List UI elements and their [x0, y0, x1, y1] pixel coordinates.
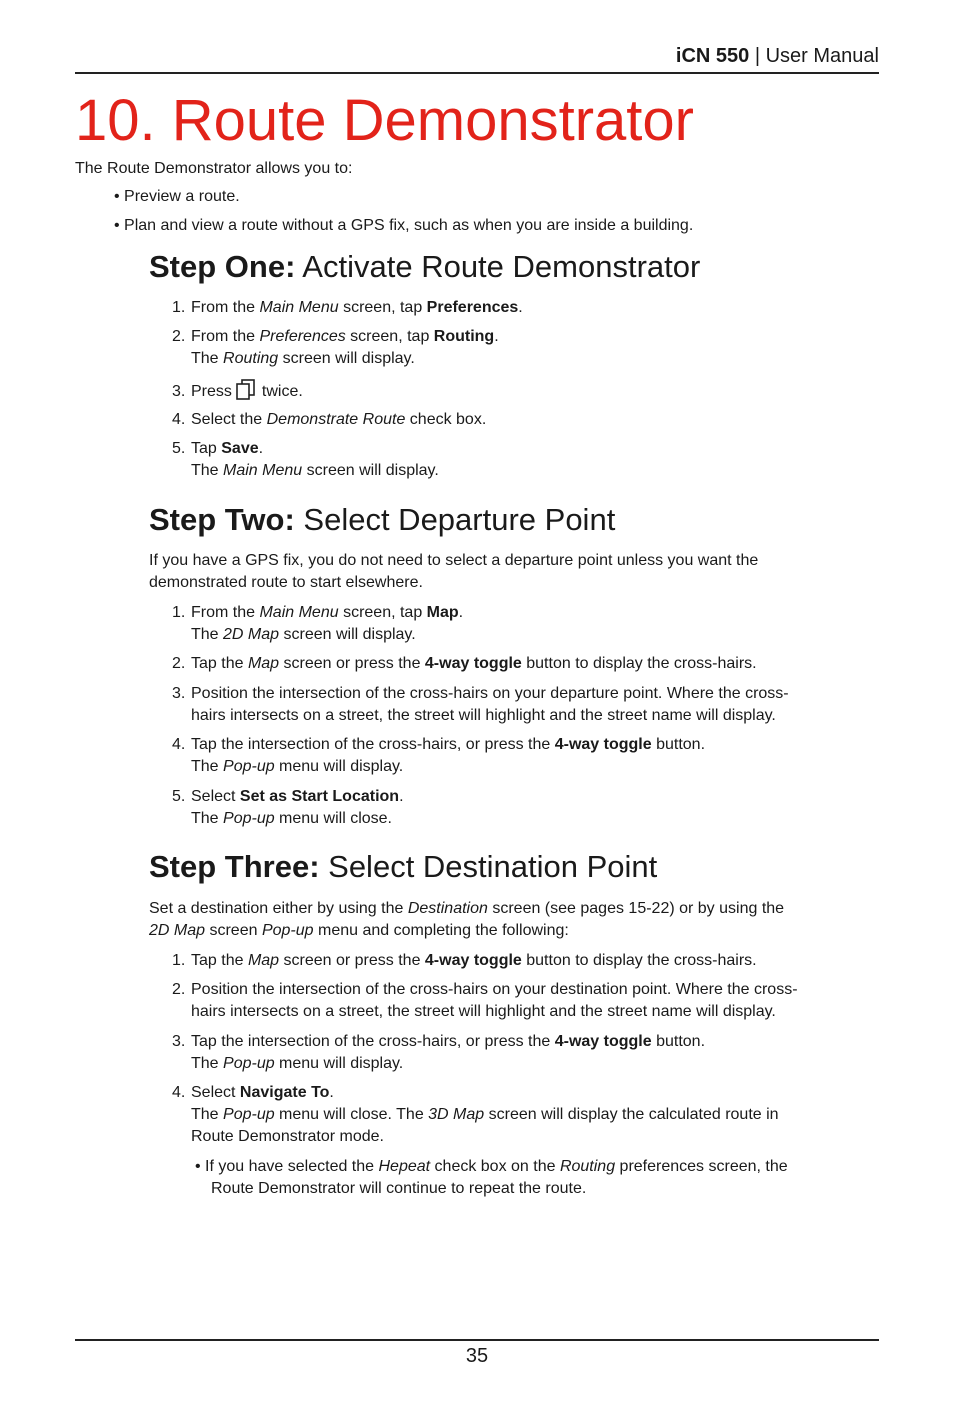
step-three-intro — [149, 898, 784, 942]
item-italic: Map — [247, 952, 280, 969]
item-number: 4. — [172, 1084, 186, 1101]
item-text: check box. — [405, 411, 487, 428]
intro-text: Set a destination either by using the — [149, 900, 408, 917]
item-italic: Pop-up — [223, 1106, 275, 1123]
intro-line: demonstrated route to start elsewhere. — [149, 574, 423, 591]
intro-text: screen (see pages 15-22) or by using the — [487, 900, 785, 917]
step-one-item-2 — [172, 326, 499, 370]
item-text: Select — [191, 1084, 240, 1101]
item-text: Position the intersection of the cross-hairs on your departure point. Where the cross- — [191, 685, 789, 702]
item-italic: Map — [247, 655, 280, 672]
item-italic: Pop-up — [223, 758, 275, 775]
item-text: button. — [651, 736, 706, 753]
item-bold: 4-way toggle — [554, 1033, 652, 1050]
item-text: screen or press the — [279, 952, 425, 969]
item-number: 1. — [172, 299, 186, 316]
step-two-heading-rest: Select Departure Point — [294, 502, 616, 537]
step-three-item-2 — [172, 979, 798, 1023]
note-italic: Routing — [559, 1158, 616, 1175]
note-text: check box on the — [430, 1158, 560, 1175]
intro-text: The Route Demonstrator allows you to: — [75, 160, 353, 177]
item-number: 2. — [172, 981, 186, 998]
item-text: From the — [191, 328, 260, 345]
header-title: User Manual — [765, 45, 879, 67]
item-italic: Main Menu — [259, 604, 339, 621]
item-text: Route Demonstrator mode. — [191, 1128, 384, 1145]
footer-rule — [75, 1339, 879, 1341]
running-header — [75, 44, 879, 68]
item-italic: Main Menu — [223, 462, 303, 479]
step-two-item-3 — [172, 683, 789, 727]
item-text: . — [399, 788, 404, 805]
item-text: Select the — [191, 411, 267, 428]
item-number: 4. — [172, 736, 186, 753]
step-one-item-5 — [172, 438, 439, 482]
item-text: screen will display. — [279, 626, 416, 643]
item-text: button. — [651, 1033, 706, 1050]
step-two-item-1 — [172, 602, 463, 646]
step-two-item-5 — [172, 786, 404, 830]
step-two-heading — [149, 502, 615, 538]
item-text: screen, tap — [338, 299, 427, 316]
item-number: 2. — [172, 655, 186, 672]
item-number: 4. — [172, 411, 186, 428]
item-text: screen, tap — [338, 604, 427, 621]
item-number: 2. — [172, 328, 186, 345]
intro-bullet-1: • Preview a route. — [114, 188, 240, 205]
step-three-note — [195, 1156, 788, 1200]
item-text: hairs intersects on a street, the street will highlight and the street name will display. — [191, 707, 776, 724]
step-three-heading — [149, 849, 657, 885]
chapter-title: 10. Route Demonstrator — [75, 88, 694, 153]
intro-italic: 2D Map — [149, 922, 206, 939]
step-three-item-3 — [172, 1031, 705, 1075]
item-italic: Preferences — [259, 328, 346, 345]
item-text: Tap the — [191, 655, 248, 672]
item-text: twice. — [261, 383, 303, 400]
item-text: The — [191, 350, 224, 367]
item-number: 5. — [172, 440, 186, 457]
item-bold: Set as Start Location — [239, 788, 400, 805]
item-text: screen, tap — [345, 328, 434, 345]
item-text: Press — [191, 383, 232, 400]
item-text: menu will close. — [274, 810, 392, 827]
item-text: . — [258, 440, 264, 457]
item-bold: Routing — [433, 328, 495, 345]
item-text: screen will display. — [302, 462, 439, 479]
item-text: Tap the intersection of the cross-hairs, or press the — [191, 736, 555, 753]
item-number: 1. — [172, 952, 186, 969]
item-text: From the — [191, 604, 260, 621]
step-one-item-3 — [172, 379, 303, 408]
step-two-intro — [149, 550, 758, 594]
item-text: From the — [191, 299, 260, 316]
step-two-heading-bold: Step Two: — [149, 502, 295, 537]
item-text: The — [191, 1106, 224, 1123]
item-text: menu will display. — [274, 758, 404, 775]
item-bold: 4-way toggle — [554, 736, 652, 753]
item-text: Position the intersection of the cross-hairs on your destination point. Where the cross- — [191, 981, 798, 998]
step-two-item-4 — [172, 734, 705, 778]
item-text: . — [494, 328, 499, 345]
item-bold: 4-way toggle — [424, 655, 522, 672]
step-one-heading — [149, 249, 700, 285]
item-text: The — [191, 462, 224, 479]
item-italic: 2D Map — [223, 626, 280, 643]
item-text: The — [191, 626, 224, 643]
item-text: . — [329, 1084, 334, 1101]
item-number: 3. — [172, 685, 186, 702]
step-one-item-4 — [172, 409, 486, 431]
item-bold: Preferences — [426, 299, 519, 316]
step-three-item-1 — [172, 950, 757, 972]
item-number: 3. — [172, 1033, 186, 1050]
item-bold: Save — [221, 440, 259, 457]
note-text: • If you have selected the — [195, 1158, 379, 1175]
step-three-heading-bold: Step Three: — [149, 849, 320, 884]
item-italic: Pop-up — [223, 1055, 275, 1072]
intro-text: menu and completing the following: — [313, 922, 569, 939]
item-italic: Routing — [223, 350, 279, 367]
item-bold: 4-way toggle — [424, 952, 522, 969]
item-text: The — [191, 1055, 224, 1072]
copy-pages-icon — [235, 379, 259, 408]
step-one-item-1 — [172, 297, 523, 319]
intro-italic: Pop-up — [261, 922, 314, 939]
item-text: menu will close. The — [274, 1106, 429, 1123]
header-model: iCN 550 — [675, 45, 750, 67]
item-text: Tap the intersection of the cross-hairs, or press the — [191, 1033, 555, 1050]
item-bold: Map — [426, 604, 459, 621]
item-text: Tap the — [191, 952, 248, 969]
item-number: 5. — [172, 788, 186, 805]
item-text: The — [191, 810, 224, 827]
item-text: . — [518, 299, 523, 316]
note-italic: Hepeat — [378, 1158, 431, 1175]
item-text: screen or press the — [279, 655, 425, 672]
header-rule — [75, 72, 879, 74]
step-three-item-4 — [172, 1082, 779, 1148]
note-text: Route Demonstrator will continue to repeat the route. — [211, 1180, 587, 1197]
item-italic: Pop-up — [223, 810, 275, 827]
item-text: Select — [191, 788, 240, 805]
intro-italic: Destination — [407, 900, 488, 917]
step-one-heading-bold: Step One: — [149, 249, 296, 284]
item-text: screen will display. — [278, 350, 415, 367]
item-text: The — [191, 758, 224, 775]
item-italic: 3D Map — [428, 1106, 485, 1123]
note-text: preferences screen, the — [615, 1158, 788, 1175]
item-text: menu will display. — [274, 1055, 404, 1072]
item-number: 1. — [172, 604, 186, 621]
step-three-heading-rest: Select Destination Point — [319, 849, 658, 884]
item-text: button to display the cross-hairs. — [521, 952, 757, 969]
header-separator: | — [749, 45, 766, 67]
intro-bullet-2: • Plan and view a route without a GPS fix, such as when you are inside a building. — [114, 217, 694, 234]
item-bold: Navigate To — [239, 1084, 330, 1101]
item-italic: Main Menu — [259, 299, 339, 316]
intro-line: If you have a GPS fix, you do not need to select a departure point unless you want the — [149, 552, 759, 569]
page-number: 35 — [465, 1345, 489, 1367]
item-text: button to display the cross-hairs. — [521, 655, 757, 672]
item-number: 3. — [172, 383, 186, 400]
item-text: hairs intersects on a street, the street will highlight and the street name will display. — [191, 1003, 776, 1020]
step-one-heading-rest: Activate Route Demonstrator — [295, 249, 701, 284]
step-two-item-2 — [172, 653, 757, 675]
item-text: . — [458, 604, 464, 621]
item-text: Tap — [191, 440, 222, 457]
item-text: screen will display the calculated route in — [484, 1106, 779, 1123]
intro-text: screen — [205, 922, 262, 939]
item-italic: Demonstrate Route — [266, 411, 406, 428]
